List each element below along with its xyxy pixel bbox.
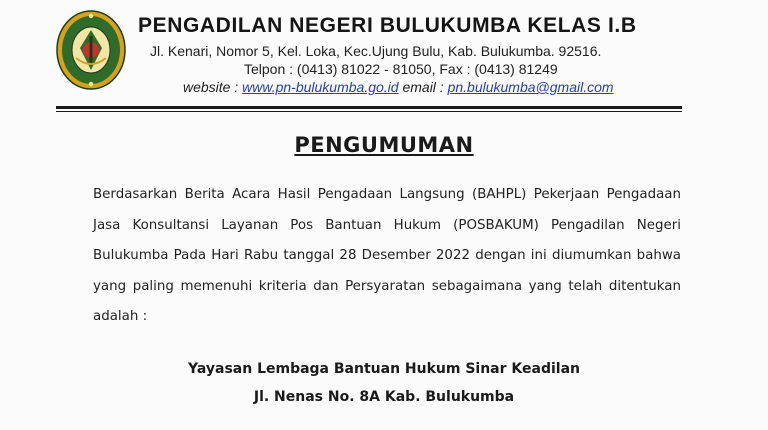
website-label: website : [183,79,239,95]
winner-address: Jl. Nenas No. 8A Kab. Bulukumba [253,389,515,405]
announcement-title: PENGUMUMAN [294,133,474,157]
body-line: yang paling memenuhi kriteria dan Persyaratan sebagaimana yang telah ditentukan [93,279,681,294]
email-label: email : [402,79,444,95]
letterhead-divider-thick [56,106,682,109]
court-address: Jl. Kenari, Nomor 5, Kel. Loka, Kec.Ujung Bulu, Kab. Bulukumba. 92516. [150,43,602,59]
body-line: Bulukumba Pada Hari Rabu tanggal 28 Desember 2022 dengan ini diumumkan bahwa [93,248,681,263]
email-link[interactable]: pn.bulukumba@gmail.com [447,79,614,95]
winner-name: Yayasan Lembaga Bantuan Hukum Sinar Keadilan [188,361,580,377]
body-line: adalah : [93,309,148,324]
court-phone-fax: Telpon : (0413) 81022 - 81050, Fax : (0413) 81249 [244,61,558,77]
court-emblem-icon [54,8,128,92]
court-contact-line [183,79,614,95]
court-name: PENGADILAN NEGERI BULUKUMBA KELAS I.B [138,14,637,37]
body-line: Berdasarkan Berita Acara Hasil Pengadaan Langsung (BAHPL) Pekerjaan Pengadaan [93,187,681,202]
letterhead-divider-thin [56,111,682,112]
website-link[interactable]: www.pn-bulukumba.go.id [242,79,399,95]
body-line: Jasa Konsultansi Layanan Pos Bantuan Hukum (POSBAKUM) Pengadilan Negeri [93,218,681,233]
